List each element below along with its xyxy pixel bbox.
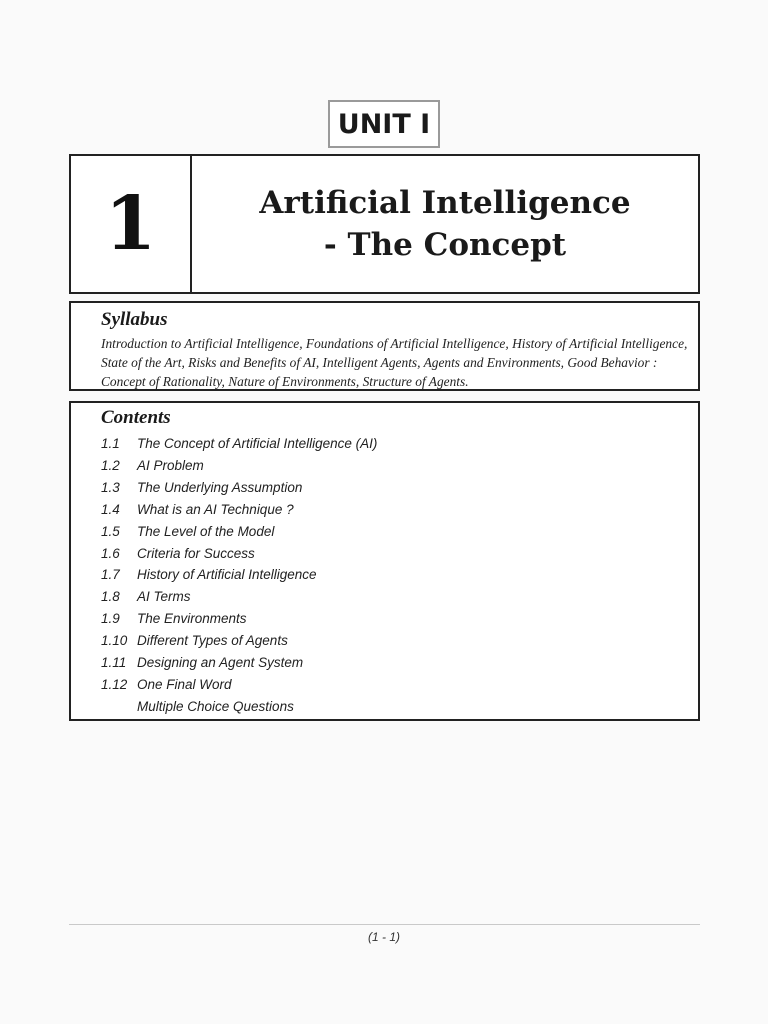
- chapter-title-line-2: - The Concept: [323, 227, 567, 263]
- contents-item-title: Designing an Agent System: [137, 655, 304, 671]
- contents-item: [101, 433, 688, 455]
- contents-item-number: 1.5: [101, 523, 120, 539]
- syllabus-section: [69, 301, 700, 391]
- contents-list: [101, 433, 688, 718]
- contents-item: [101, 455, 688, 477]
- contents-item-number: 1.11: [101, 655, 127, 671]
- chapter-title-line-1: Artificial Intelligence: [259, 185, 631, 221]
- contents-item-number: 1.3: [101, 479, 120, 495]
- contents-item: [101, 630, 688, 652]
- contents-item: [101, 652, 688, 674]
- contents-item-title: Multiple Choice Questions: [137, 698, 294, 714]
- syllabus-text: Introduction to Artificial Intelligence, Foundations of Artificial Intelligence, History of Artificial Intelligence, State of the Art, Risks and Benefits of AI, Intelligent Agents, Agents and Environments, Good Behavior : Concept of Rationality, Nature of Environments, Structure of Agents.: [101, 336, 688, 389]
- contents-item-title: AI Terms: [137, 589, 191, 605]
- contents-item-number: 1.10: [101, 633, 128, 649]
- contents-item: [101, 586, 688, 608]
- contents-item-number: 1.1: [101, 436, 120, 451]
- footer-divider: [69, 924, 700, 925]
- contents-item-title: The Level of the Model: [137, 523, 275, 539]
- contents-item-title: One Final Word: [137, 676, 232, 692]
- contents-item-title: The Underlying Assumption: [137, 479, 303, 495]
- contents-item: [101, 499, 688, 521]
- page-number: (1 - 1): [367, 930, 400, 944]
- contents-item-title: What is an AI Technique ?: [137, 501, 294, 517]
- contents-item-title: Criteria for Success: [137, 545, 255, 561]
- contents-item: [101, 543, 688, 565]
- contents-item-title: AI Problem: [137, 457, 204, 473]
- syllabus-heading: Syllabus: [101, 309, 168, 330]
- unit-label: UNIT I: [328, 100, 440, 148]
- contents-item-title: History of Artificial Intelligence: [137, 567, 317, 583]
- contents-item-number: 1.9: [101, 611, 120, 627]
- chapter-number: 1: [71, 156, 192, 292]
- contents-section: [69, 401, 700, 721]
- contents-item-number: 1.6: [101, 545, 120, 561]
- contents-item-number: 1.2: [101, 457, 120, 473]
- chapter-header: [69, 154, 700, 294]
- contents-item: [101, 608, 688, 630]
- contents-item-number: [101, 696, 137, 718]
- contents-item: [101, 521, 688, 543]
- contents-item-number: 1.12: [101, 676, 128, 692]
- contents-item: [101, 477, 688, 499]
- chapter-title: [192, 156, 698, 292]
- contents-item-number: 1.7: [101, 567, 120, 583]
- contents-item: [101, 564, 688, 586]
- contents-item-title: The Concept of Artificial Intelligence (AI): [137, 436, 378, 451]
- contents-item-number: 1.4: [101, 501, 120, 517]
- contents-heading: Contents: [101, 407, 171, 428]
- contents-item: [101, 674, 688, 696]
- contents-item-title: Different Types of Agents: [137, 633, 288, 649]
- contents-item-number: 1.8: [101, 589, 120, 605]
- contents-item: [101, 696, 688, 718]
- contents-item-title: The Environments: [137, 611, 247, 627]
